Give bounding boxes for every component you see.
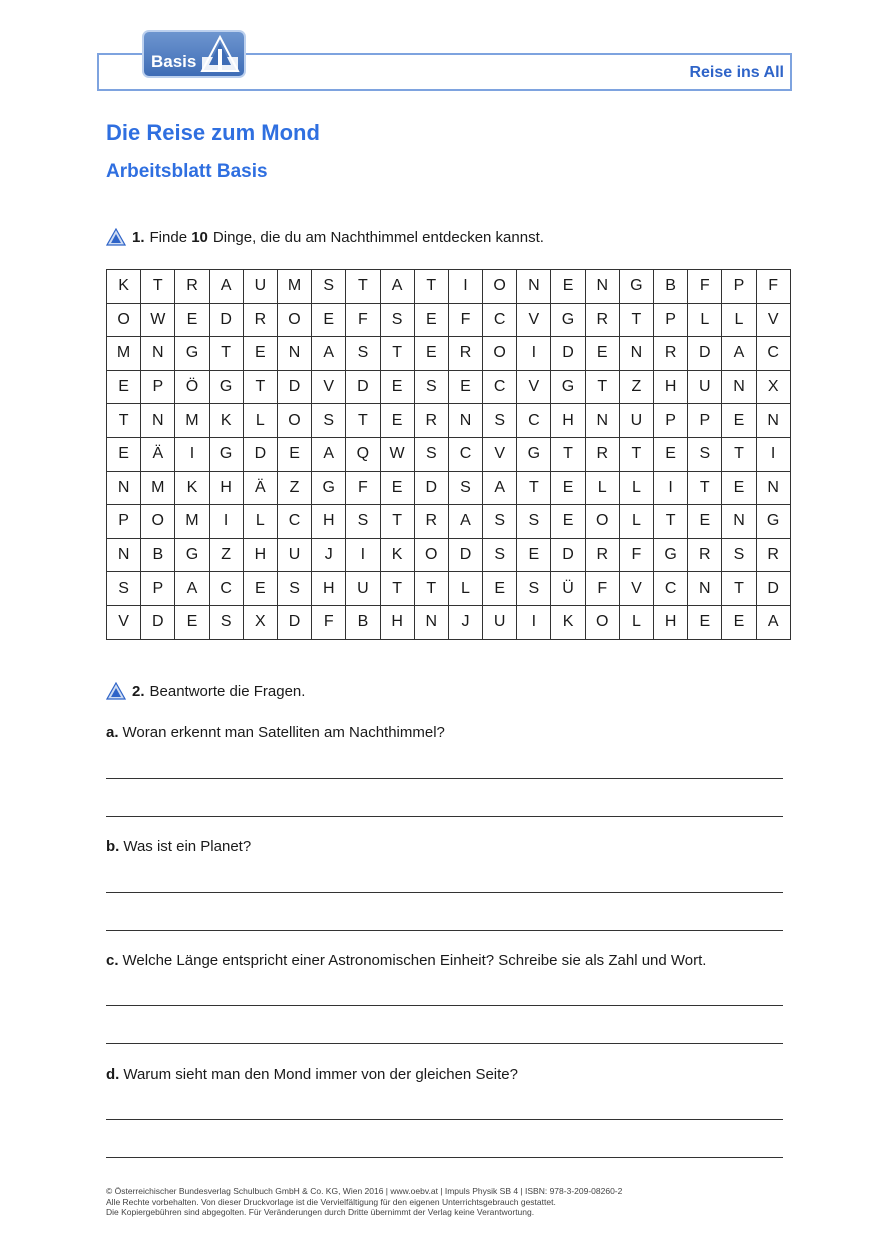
grid-cell[interactable]: V (483, 437, 517, 471)
grid-cell[interactable]: S (312, 270, 346, 304)
basis-logo (142, 30, 246, 78)
question-c (106, 952, 706, 969)
question-b (106, 838, 251, 855)
grid-row (107, 404, 791, 438)
grid-cell[interactable]: S (346, 337, 380, 371)
grid-cell[interactable]: G (175, 337, 209, 371)
grid-cell[interactable]: O (141, 505, 175, 539)
task-1 (106, 228, 544, 246)
grid-cell[interactable]: E (107, 370, 141, 404)
grid-cell[interactable]: D (414, 471, 448, 505)
grid-cell[interactable]: R (756, 538, 790, 572)
grid-cell[interactable]: A (175, 572, 209, 606)
grid-cell[interactable]: E (483, 572, 517, 606)
grid-cell[interactable]: N (722, 370, 756, 404)
grid-cell[interactable]: A (756, 605, 790, 639)
grid-cell[interactable]: D (141, 605, 175, 639)
grid-cell[interactable]: K (107, 270, 141, 304)
grid-row (107, 572, 791, 606)
grid-cell[interactable]: E (688, 505, 722, 539)
grid-cell[interactable]: N (107, 538, 141, 572)
grid-row (107, 303, 791, 337)
grid-cell[interactable]: G (551, 370, 585, 404)
grid-cell[interactable]: N (722, 505, 756, 539)
grid-cell[interactable]: G (175, 538, 209, 572)
question-a (106, 724, 445, 741)
grid-cell[interactable]: N (277, 337, 311, 371)
grid-cell[interactable]: I (517, 605, 551, 639)
grid-cell[interactable]: R (448, 337, 482, 371)
grid-cell[interactable]: C (277, 505, 311, 539)
grid-cell[interactable]: C (756, 337, 790, 371)
grid-cell[interactable]: N (107, 471, 141, 505)
grid-cell[interactable]: Z (277, 471, 311, 505)
answer-line[interactable] (106, 1043, 783, 1044)
answer-line[interactable] (106, 778, 783, 779)
grid-cell[interactable]: U (619, 404, 653, 438)
grid-cell[interactable]: V (756, 303, 790, 337)
grid-cell[interactable]: U (346, 572, 380, 606)
grid-cell[interactable]: R (654, 337, 688, 371)
grid-cell[interactable]: E (414, 303, 448, 337)
grid-row (107, 471, 791, 505)
grid-cell[interactable]: B (346, 605, 380, 639)
grid-cell[interactable]: T (243, 370, 277, 404)
grid-cell[interactable]: R (414, 404, 448, 438)
grid-cell[interactable]: L (619, 605, 653, 639)
question-label: c. (106, 952, 119, 969)
grid-cell[interactable]: G (654, 538, 688, 572)
task-1-number: 1. (132, 228, 145, 246)
grid-cell[interactable]: G (209, 437, 243, 471)
grid-cell[interactable]: T (107, 404, 141, 438)
answer-line[interactable] (106, 1005, 783, 1006)
grid-cell[interactable]: B (654, 270, 688, 304)
grid-cell[interactable]: T (654, 505, 688, 539)
grid-cell[interactable]: M (141, 471, 175, 505)
grid-cell[interactable]: L (619, 505, 653, 539)
grid-cell[interactable]: O (483, 337, 517, 371)
grid-cell[interactable]: D (277, 605, 311, 639)
question-text: Welche Länge entspricht einer Astronomischen Einheit? Schreibe sie als Zahl und Wort. (122, 952, 707, 969)
grid-cell[interactable]: Q (346, 437, 380, 471)
grid-cell[interactable]: S (722, 538, 756, 572)
question-text: Was ist ein Planet? (123, 838, 252, 855)
grid-cell[interactable]: P (654, 303, 688, 337)
grid-cell[interactable]: E (448, 370, 482, 404)
grid-cell[interactable]: F (619, 538, 653, 572)
grid-cell[interactable]: T (517, 471, 551, 505)
triangle-logo-icon (200, 35, 240, 73)
grid-cell[interactable]: R (585, 303, 619, 337)
grid-cell[interactable]: U (277, 538, 311, 572)
grid-cell[interactable]: N (141, 337, 175, 371)
grid-cell[interactable]: H (243, 538, 277, 572)
grid-cell[interactable]: O (414, 538, 448, 572)
grid-cell[interactable]: T (414, 572, 448, 606)
grid-cell[interactable]: E (312, 303, 346, 337)
task-2 (106, 682, 305, 700)
grid-cell[interactable]: E (551, 270, 585, 304)
question-text: Woran erkennt man Satelliten am Nachthimmel? (122, 724, 445, 741)
grid-cell[interactable]: B (141, 538, 175, 572)
answer-line[interactable] (106, 930, 783, 931)
task-2-text: Beantworte die Fragen. (149, 682, 306, 700)
grid-cell[interactable]: N (448, 404, 482, 438)
grid-cell[interactable]: T (380, 505, 414, 539)
grid-cell[interactable]: T (141, 270, 175, 304)
grid-cell[interactable]: U (243, 270, 277, 304)
grid-cell[interactable]: O (483, 270, 517, 304)
logo-text: Basis (151, 52, 197, 71)
grid-cell[interactable]: V (517, 370, 551, 404)
grid-cell[interactable]: O (277, 404, 311, 438)
grid-cell[interactable]: E (380, 404, 414, 438)
grid-row (107, 337, 791, 371)
grid-cell[interactable]: N (688, 572, 722, 606)
footer-rights: Alle Rechte vorbehalten. Von dieser Druckvorlage ist die Vervielfältigung für den eigenen Unterrichtsgebrauch gestattet. (106, 1196, 556, 1207)
footer (106, 1186, 622, 1218)
grid-cell[interactable]: W (141, 303, 175, 337)
grid-cell[interactable]: L (688, 303, 722, 337)
grid-cell[interactable]: V (107, 605, 141, 639)
grid-cell[interactable]: P (107, 505, 141, 539)
grid-cell[interactable]: E (380, 370, 414, 404)
page-title: Die Reise zum Mond (106, 120, 320, 145)
grid-cell[interactable]: T (346, 270, 380, 304)
grid-cell[interactable]: S (414, 437, 448, 471)
grid-cell[interactable]: D (756, 572, 790, 606)
grid-cell[interactable]: E (654, 437, 688, 471)
grid-cell[interactable]: N (517, 270, 551, 304)
grid-cell[interactable]: S (517, 505, 551, 539)
grid-cell[interactable]: L (722, 303, 756, 337)
grid-cell[interactable]: L (619, 471, 653, 505)
question-text: Warum sieht man den Mond immer von der gleichen Seite? (123, 1066, 518, 1083)
grid-cell[interactable]: T (619, 437, 653, 471)
grid-cell[interactable]: V (619, 572, 653, 606)
grid-cell[interactable]: F (312, 605, 346, 639)
grid-cell[interactable]: M (175, 404, 209, 438)
grid-cell[interactable]: U (483, 605, 517, 639)
grid-cell[interactable]: A (380, 270, 414, 304)
grid-cell[interactable]: S (277, 572, 311, 606)
answer-line[interactable] (106, 1119, 783, 1120)
grid-cell[interactable]: O (107, 303, 141, 337)
grid-cell[interactable]: F (346, 471, 380, 505)
grid-row (107, 538, 791, 572)
question-label: b. (106, 838, 120, 855)
grid-cell[interactable]: X (243, 605, 277, 639)
grid-cell[interactable]: T (722, 572, 756, 606)
grid-cell[interactable]: R (243, 303, 277, 337)
grid-cell[interactable]: L (243, 404, 277, 438)
grid-cell[interactable]: N (414, 605, 448, 639)
grid-cell[interactable]: M (107, 337, 141, 371)
grid-cell[interactable]: E (722, 404, 756, 438)
grid-cell[interactable]: C (483, 370, 517, 404)
grid-cell[interactable]: D (551, 538, 585, 572)
grid-cell[interactable]: D (448, 538, 482, 572)
grid-cell[interactable]: R (585, 437, 619, 471)
grid-cell[interactable]: F (346, 303, 380, 337)
grid-cell[interactable]: T (619, 303, 653, 337)
grid-cell[interactable]: H (312, 572, 346, 606)
grid-cell[interactable]: O (585, 505, 619, 539)
grid-cell[interactable]: S (414, 370, 448, 404)
grid-cell[interactable]: K (209, 404, 243, 438)
grid-cell[interactable]: D (688, 337, 722, 371)
grid-cell[interactable]: E (380, 471, 414, 505)
grid-cell[interactable]: H (551, 404, 585, 438)
grid-cell[interactable]: T (688, 471, 722, 505)
grid-cell[interactable]: C (654, 572, 688, 606)
grid-cell[interactable]: V (517, 303, 551, 337)
grid-cell[interactable]: N (756, 471, 790, 505)
grid-cell[interactable]: Ä (141, 437, 175, 471)
grid-cell[interactable]: S (448, 471, 482, 505)
grid-cell[interactable]: D (209, 303, 243, 337)
grid-cell[interactable]: N (585, 404, 619, 438)
grid-row (107, 270, 791, 304)
task-1-text-after: Dinge, die du am Nachthimmel entdecken kannst. (212, 228, 544, 246)
grid-cell[interactable]: H (312, 505, 346, 539)
grid-cell[interactable]: J (312, 538, 346, 572)
grid-cell[interactable]: S (483, 538, 517, 572)
grid-cell[interactable]: E (551, 505, 585, 539)
grid-cell[interactable]: T (380, 572, 414, 606)
grid-cell[interactable]: R (175, 270, 209, 304)
answer-line[interactable] (106, 1157, 783, 1158)
grid-cell[interactable]: E (243, 572, 277, 606)
grid-cell[interactable]: E (414, 337, 448, 371)
grid-cell[interactable]: E (243, 337, 277, 371)
question-d (106, 1066, 518, 1083)
grid-cell[interactable]: F (688, 270, 722, 304)
grid-cell[interactable]: H (380, 605, 414, 639)
grid-cell[interactable]: E (722, 605, 756, 639)
grid-cell[interactable]: C (448, 437, 482, 471)
task-1-text-before: Finde (149, 228, 188, 246)
grid-cell[interactable]: I (346, 538, 380, 572)
grid-cell[interactable]: S (483, 505, 517, 539)
grid-cell[interactable]: X (756, 370, 790, 404)
grid-cell[interactable]: E (175, 303, 209, 337)
grid-cell[interactable]: N (585, 270, 619, 304)
grid-row (107, 437, 791, 471)
grid-cell[interactable]: A (722, 337, 756, 371)
answer-line[interactable] (106, 892, 783, 893)
grid-cell[interactable]: F (585, 572, 619, 606)
grid-cell[interactable]: O (585, 605, 619, 639)
grid-cell[interactable]: S (312, 404, 346, 438)
grid-cell[interactable]: S (209, 605, 243, 639)
grid-cell[interactable]: G (312, 471, 346, 505)
grid-cell[interactable]: M (175, 505, 209, 539)
task-1-count: 10 (191, 228, 208, 246)
grid-cell[interactable]: P (141, 572, 175, 606)
grid-cell[interactable]: R (688, 538, 722, 572)
grid-cell[interactable]: V (312, 370, 346, 404)
grid-cell[interactable]: S (517, 572, 551, 606)
grid-cell[interactable]: E (551, 471, 585, 505)
grid-cell[interactable]: I (175, 437, 209, 471)
grid-cell[interactable]: H (654, 605, 688, 639)
grid-cell[interactable]: D (277, 370, 311, 404)
grid-cell[interactable]: E (722, 471, 756, 505)
grid-cell[interactable]: O (277, 303, 311, 337)
task-2-number: 2. (132, 682, 145, 700)
grid-cell[interactable]: I (517, 337, 551, 371)
grid-cell[interactable]: W (380, 437, 414, 471)
grid-cell[interactable]: D (243, 437, 277, 471)
grid-cell[interactable]: Ö (175, 370, 209, 404)
grid-row (107, 605, 791, 639)
grid-cell[interactable]: T (722, 437, 756, 471)
grid-cell[interactable]: L (448, 572, 482, 606)
grid-cell[interactable]: Z (619, 370, 653, 404)
grid-cell[interactable]: P (141, 370, 175, 404)
grid-cell[interactable]: A (312, 437, 346, 471)
level-triangle-icon (106, 228, 126, 246)
grid-cell[interactable]: S (688, 437, 722, 471)
grid-cell[interactable]: F (448, 303, 482, 337)
grid-cell[interactable]: C (483, 303, 517, 337)
grid-cell[interactable]: G (551, 303, 585, 337)
header-subject-label: Reise ins All (689, 64, 784, 81)
grid-cell[interactable]: P (722, 270, 756, 304)
grid-cell[interactable]: R (585, 538, 619, 572)
answer-line[interactable] (106, 816, 783, 817)
grid-cell[interactable]: P (688, 404, 722, 438)
grid-cell[interactable]: T (346, 404, 380, 438)
grid-cell[interactable]: G (209, 370, 243, 404)
grid-cell[interactable]: Ä (243, 471, 277, 505)
grid-cell[interactable]: G (517, 437, 551, 471)
grid-cell[interactable]: I (209, 505, 243, 539)
grid-cell[interactable]: S (483, 404, 517, 438)
grid-cell[interactable]: E (107, 437, 141, 471)
grid-cell[interactable]: T (414, 270, 448, 304)
grid-cell[interactable]: N (141, 404, 175, 438)
grid-row (107, 505, 791, 539)
grid-cell[interactable]: E (517, 538, 551, 572)
grid-cell[interactable]: P (654, 404, 688, 438)
grid-cell[interactable]: T (551, 437, 585, 471)
grid-cell[interactable]: U (688, 370, 722, 404)
grid-cell[interactable]: J (448, 605, 482, 639)
grid-cell[interactable]: Ü (551, 572, 585, 606)
footer-copyright: © Österreichischer Bundesverlag Schulbuch GmbH & Co. KG, Wien 2016 | www.oebv.at | Impuls Physik SB 4 | ISBN: 978-3-209-08260-2 (106, 1186, 623, 1196)
grid-cell[interactable]: T (380, 337, 414, 371)
grid-row (107, 370, 791, 404)
grid-cell[interactable]: M (277, 270, 311, 304)
grid-cell[interactable]: Z (209, 538, 243, 572)
grid-cell[interactable]: G (619, 270, 653, 304)
grid-cell[interactable]: G (756, 505, 790, 539)
grid-cell[interactable]: K (175, 471, 209, 505)
grid-cell[interactable]: T (209, 337, 243, 371)
grid-cell[interactable]: E (688, 605, 722, 639)
grid-cell[interactable]: A (483, 471, 517, 505)
grid-cell[interactable]: N (619, 337, 653, 371)
question-label: a. (106, 724, 119, 741)
grid-cell[interactable]: E (277, 437, 311, 471)
page-subtitle: Arbeitsblatt Basis (106, 161, 268, 182)
grid-cell[interactable]: C (517, 404, 551, 438)
grid-cell[interactable]: I (756, 437, 790, 471)
grid-cell[interactable]: F (756, 270, 790, 304)
grid-cell[interactable]: C (209, 572, 243, 606)
grid-cell[interactable]: R (414, 505, 448, 539)
grid-cell[interactable]: A (312, 337, 346, 371)
grid-cell[interactable]: H (654, 370, 688, 404)
grid-cell[interactable]: L (243, 505, 277, 539)
grid-cell[interactable]: A (448, 505, 482, 539)
grid-cell[interactable]: D (551, 337, 585, 371)
grid-cell[interactable]: N (756, 404, 790, 438)
grid-cell[interactable]: T (585, 370, 619, 404)
grid-cell[interactable]: S (346, 505, 380, 539)
footer-fees: Die Kopiergebühren sind abgegolten. Für Veränderungen durch Dritte übernimmt der Verlag keine Verantwortung. (106, 1207, 535, 1217)
grid-cell[interactable]: H (209, 471, 243, 505)
grid-cell[interactable]: L (585, 471, 619, 505)
question-label: d. (106, 1066, 120, 1083)
grid-cell[interactable]: D (346, 370, 380, 404)
grid-cell[interactable]: E (585, 337, 619, 371)
grid-cell[interactable]: S (107, 572, 141, 606)
grid-cell[interactable]: E (175, 605, 209, 639)
word-search-grid (106, 269, 791, 640)
grid-cell[interactable]: S (380, 303, 414, 337)
level-triangle-icon (106, 682, 126, 700)
grid-cell[interactable]: I (448, 270, 482, 304)
grid-cell[interactable]: I (654, 471, 688, 505)
grid-cell[interactable]: K (551, 605, 585, 639)
grid-cell[interactable]: A (209, 270, 243, 304)
grid-cell[interactable]: K (380, 538, 414, 572)
